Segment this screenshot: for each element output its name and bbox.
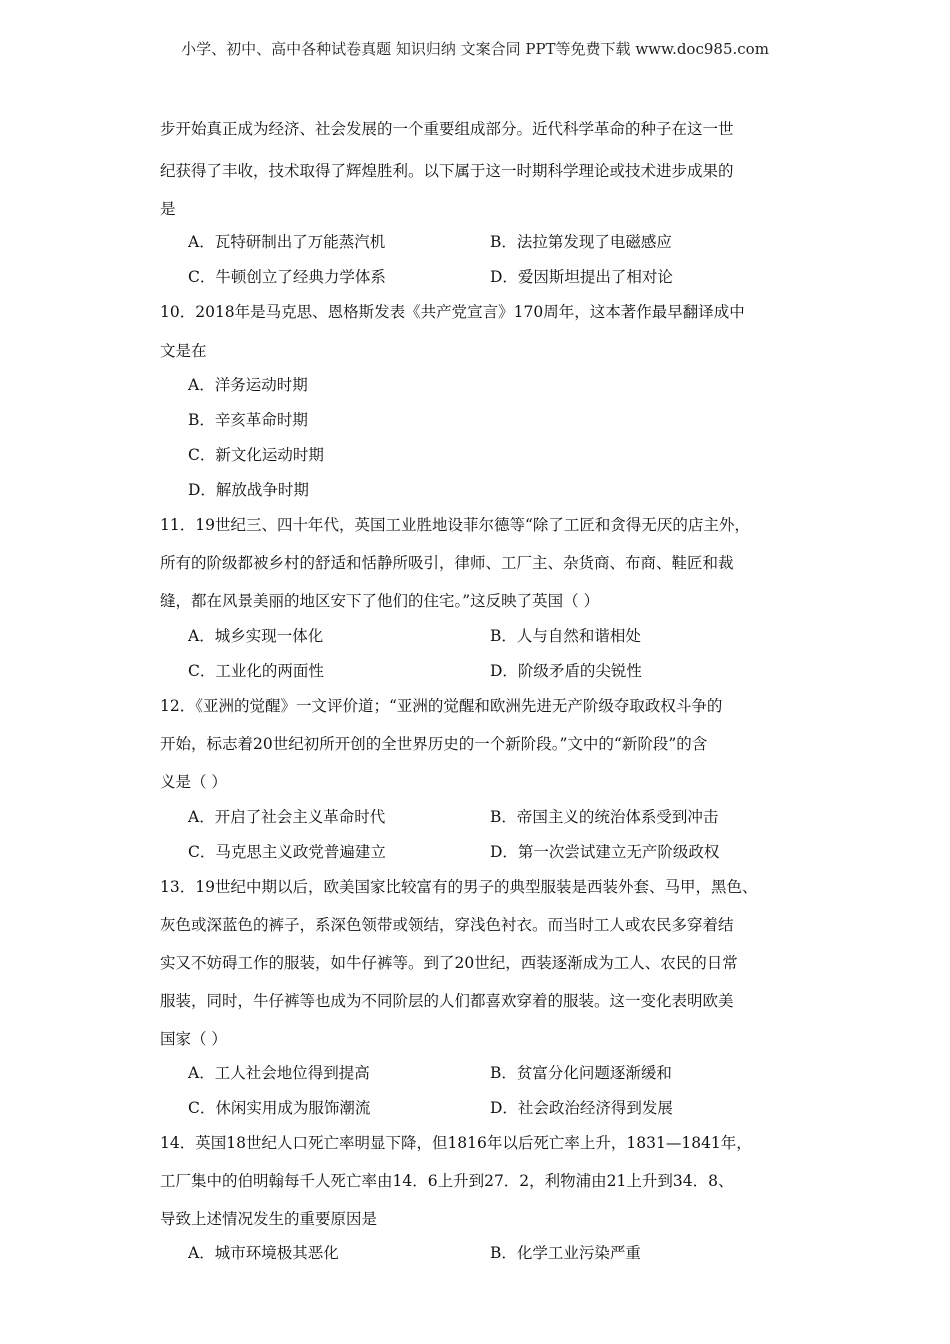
- option-a: A．开启了社会主义革命时代: [188, 808, 386, 826]
- option-b: B．帝国主义的统治体系受到冲击: [490, 808, 719, 826]
- option-b: B．贫富分化问题逐渐缓和: [490, 1064, 672, 1082]
- option-b: B．法拉第发现了电磁感应: [490, 233, 672, 251]
- question-text: 11．19世纪三、四十年代，英国工业胜地设菲尔德等“除了工匠和贪得无厌的店主外，: [160, 516, 750, 534]
- option-d: D．阶级矛盾的尖锐性: [490, 662, 642, 680]
- option-a: A．城市环境极其恶化: [188, 1244, 339, 1262]
- option-d: D．社会政治经济得到发展: [490, 1099, 673, 1117]
- question-text: 工厂集中的伯明翰每千人死亡率由14．6上升到27．2，利物浦由21上升到34．8、: [160, 1172, 734, 1190]
- question-text: 缝，都在风景美丽的地区安下了他们的住宅。”这反映了英国（ ）: [160, 592, 600, 610]
- option-a: A．工人社会地位得到提高: [188, 1064, 370, 1082]
- question-text: 所有的阶级都被乡村的舒适和恬静所吸引，律师、工厂主、杂货商、布商、鞋匠和裁: [160, 554, 734, 572]
- question-text: 13．19世纪中期以后，欧美国家比较富有的男子的典型服装是西装外套、马甲，黑色、: [160, 878, 758, 896]
- question-text: 实又不妨碍工作的服装，如牛仔裤等。到了20世纪，西装逐渐成为工人、农民的日常: [160, 954, 738, 972]
- question-text: 灰色或深蓝色的裤子，系深色领带或领结，穿浅色衬衣。而当时工人或农民多穿着结: [160, 916, 734, 934]
- option-d: D．第一次尝试建立无产阶级政权: [490, 843, 720, 861]
- option-c: C．工业化的两面性: [188, 662, 324, 680]
- question-text: 开始，标志着20世纪初所开创的全世界历史的一个新阶段。”文中的“新阶段”的含: [160, 735, 708, 753]
- option-b: B．化学工业污染严重: [490, 1244, 641, 1262]
- page-header: 小学、初中、高中各种试卷真题 知识归纳 文案合同 PPT等免费下载 www.doc985.com: [181, 40, 769, 58]
- question-text: 服装，同时，牛仔裤等也成为不同阶层的人们都喜欢穿着的服装。这一变化表明欧美: [160, 992, 734, 1010]
- question-text: 导致上述情况发生的重要原因是: [160, 1210, 378, 1228]
- option-c: C．新文化运动时期: [188, 446, 324, 464]
- option-b: B．人与自然和谐相处: [490, 627, 641, 645]
- question-text: 14．英国18世纪人口死亡率明显下降，但1816年以后死亡率上升，1831—1841年，: [160, 1134, 752, 1152]
- question-text: 10．2018年是马克思、恩格斯发表《共产党宣言》170周年，这本著作最早翻译成中: [160, 303, 745, 321]
- question-text: 国家（ ）: [160, 1030, 227, 1048]
- option-a: A．城乡实现一体化: [188, 627, 324, 645]
- option-a: A．洋务运动时期: [188, 376, 308, 394]
- option-d: D．爱因斯坦提出了相对论: [490, 268, 673, 286]
- option-b: B．辛亥革命时期: [188, 411, 308, 429]
- question-text: 文是在: [160, 342, 207, 360]
- option-c: C．马克思主义政党普遍建立: [188, 843, 386, 861]
- question-text: 是: [160, 200, 176, 218]
- question-text: 义是（ ）: [160, 773, 227, 791]
- option-a: A．瓦特研制出了万能蒸汽机: [188, 233, 386, 251]
- option-c: C．牛顿创立了经典力学体系: [188, 268, 386, 286]
- option-c: C．休闲实用成为服饰潮流: [188, 1099, 371, 1117]
- option-d: D．解放战争时期: [188, 481, 309, 499]
- question-text: 步开始真正成为经济、社会发展的一个重要组成部分。近代科学革命的种子在这一世: [160, 120, 734, 138]
- question-text: 纪获得了丰收，技术取得了辉煌胜利。以下属于这一时期科学理论或技术进步成果的: [160, 162, 734, 180]
- question-text: 12．《亚洲的觉醒》一文评价道；“亚洲的觉醒和欧洲先进无产阶级夺取政权斗争的: [160, 697, 723, 715]
